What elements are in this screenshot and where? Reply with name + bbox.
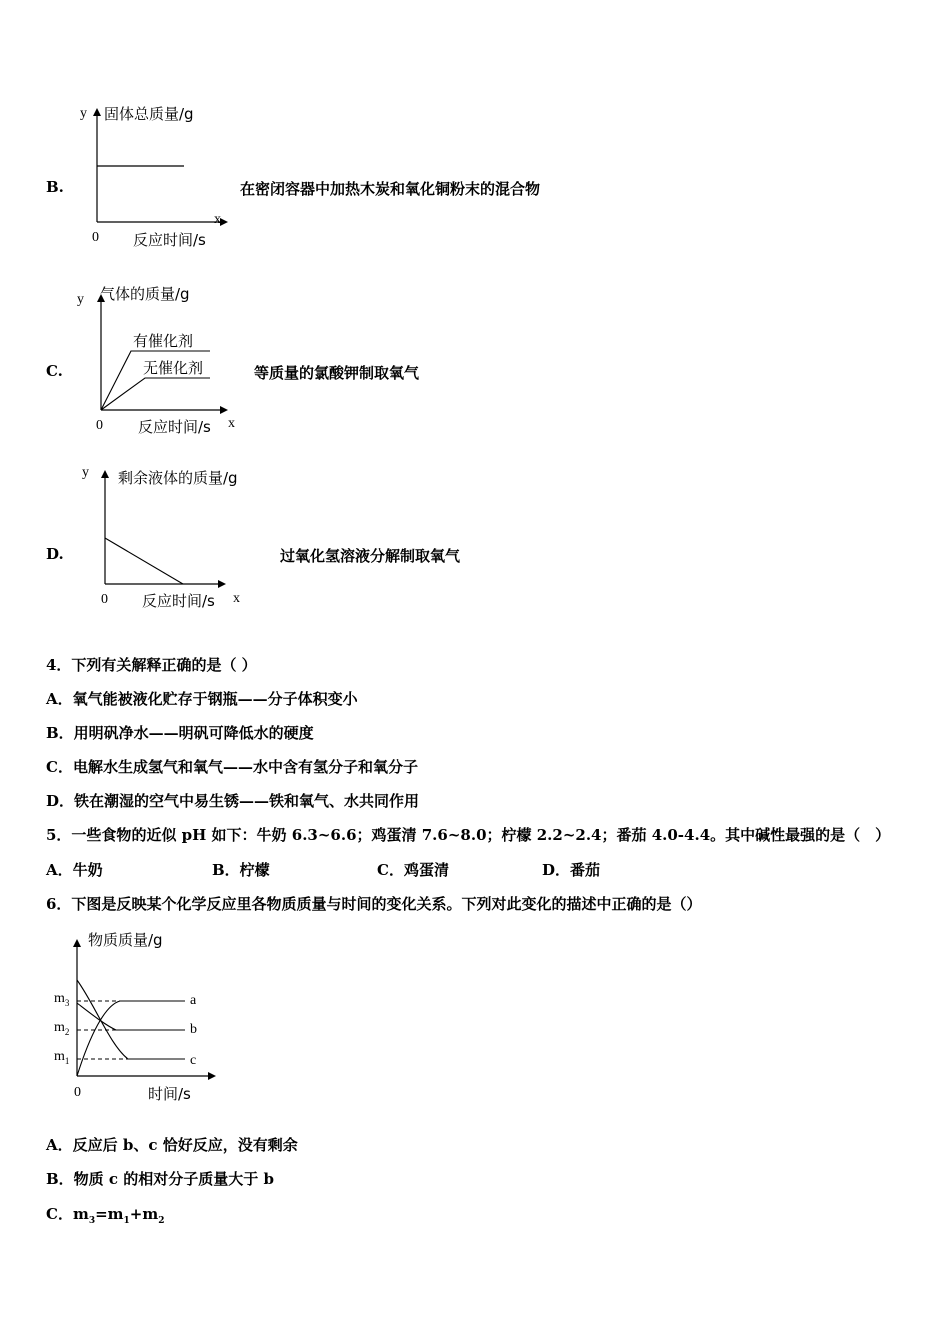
graph-d-y: y <box>82 465 89 480</box>
q6-curve-b-label: b <box>190 1022 197 1037</box>
q6-m3-label: $m_3$ <box>54 991 70 1008</box>
graph-c-x: x <box>228 416 235 431</box>
x-axis-arrow <box>220 218 228 226</box>
q5-option-c: C．鸡蛋清 <box>377 861 449 879</box>
graph-c-origin: 0 <box>96 418 103 433</box>
y-axis-arrow <box>101 470 109 478</box>
liquid-mass-line <box>105 538 183 584</box>
q6-stem: 6．下图是反映某个化学反应里各物质质量与时间的变化关系。下列对此变化的描述中正确的是（） <box>46 895 702 913</box>
q5-option-a: A．牛奶 <box>46 861 103 879</box>
graph-d-origin: 0 <box>101 592 108 607</box>
q4-option-b: B．用明矾净水——明矾可降低水的硬度 <box>46 724 314 742</box>
q5-stem: 5．一些食物的近似 pH 如下：牛奶 6.3~6.6；鸡蛋清 7.6~8.0；柠檬 2.2~2.4；番茄 4.0-4.4。其中碱性最强的是（ ） <box>46 826 891 844</box>
q6-option-a: A．反应后 b、c 恰好反应，没有剩余 <box>46 1136 298 1154</box>
graph-b-x: x <box>214 212 221 227</box>
q4-option-d: D．铁在潮湿的空气中易生锈——铁和氧气、水共同作用 <box>46 792 420 810</box>
q6-graph <box>50 925 230 1095</box>
curve-c <box>77 980 185 1059</box>
q4-stem: 4．下列有关解释正确的是（ ） <box>46 656 257 674</box>
graph-c-x-label: 反应时间/s <box>138 418 211 436</box>
q6-curve-a-label: a <box>190 993 197 1008</box>
q5-option-b: B．柠檬 <box>212 861 270 879</box>
q6-x-label: 时间/s <box>148 1085 191 1103</box>
option-d-letter: D. <box>46 545 64 563</box>
q6-origin: 0 <box>74 1085 81 1100</box>
q6-y-label: 物质质量/g <box>88 931 163 949</box>
q6-option-b: B．物质 c 的相对分子质量大于 b <box>46 1170 274 1188</box>
curve-without-catalyst <box>101 378 210 410</box>
graph-c-y: y <box>77 292 84 307</box>
x-axis-arrow <box>208 1072 216 1080</box>
graph-c-y-label: 气体的质量/g <box>100 285 190 303</box>
option-c-text: 等质量的氯酸钾制取氧气 <box>254 364 420 382</box>
graph-b-origin: 0 <box>92 230 99 245</box>
q6-m1-label: $m_1$ <box>54 1049 70 1066</box>
curve-a <box>77 1001 185 1076</box>
option-b-letter: B. <box>46 178 64 196</box>
q4-option-a: A．氧气能被液化贮存于钢瓶——分子体积变小 <box>46 690 358 708</box>
q6-option-c: C．$m_3=m_1+m_2$ <box>46 1205 165 1226</box>
option-b-text: 在密闭容器中加热木炭和氧化铜粉末的混合物 <box>240 180 541 198</box>
graph-d-x-label: 反应时间/s <box>142 592 215 610</box>
q6-m2-label: $m_2$ <box>54 1020 70 1037</box>
q6-curve-c-label: c <box>190 1053 197 1068</box>
option-c-letter: C. <box>46 362 63 380</box>
x-axis-arrow <box>220 406 228 414</box>
option-d-text: 过氧化氢溶液分解制取氧气 <box>280 547 461 565</box>
q4-option-c: C．电解水生成氢气和氧气——水中含有氢分子和氧分子 <box>46 758 418 776</box>
y-axis-arrow <box>73 939 81 947</box>
graph-b-y-label: 固体总质量/g <box>104 105 194 123</box>
y-axis-arrow <box>93 108 101 116</box>
graph-b-y: y <box>80 106 87 121</box>
graph-c-line1-label: 有催化剂 <box>133 332 194 350</box>
graph-d-x: x <box>233 591 240 606</box>
x-axis-arrow <box>218 580 226 588</box>
q5-option-d: D．番茄 <box>542 861 601 879</box>
graph-b-x-label: 反应时间/s <box>133 231 206 249</box>
graph-c-line2-label: 无催化剂 <box>143 359 204 377</box>
graph-d-y-label: 剩余液体的质量/g <box>118 469 238 487</box>
